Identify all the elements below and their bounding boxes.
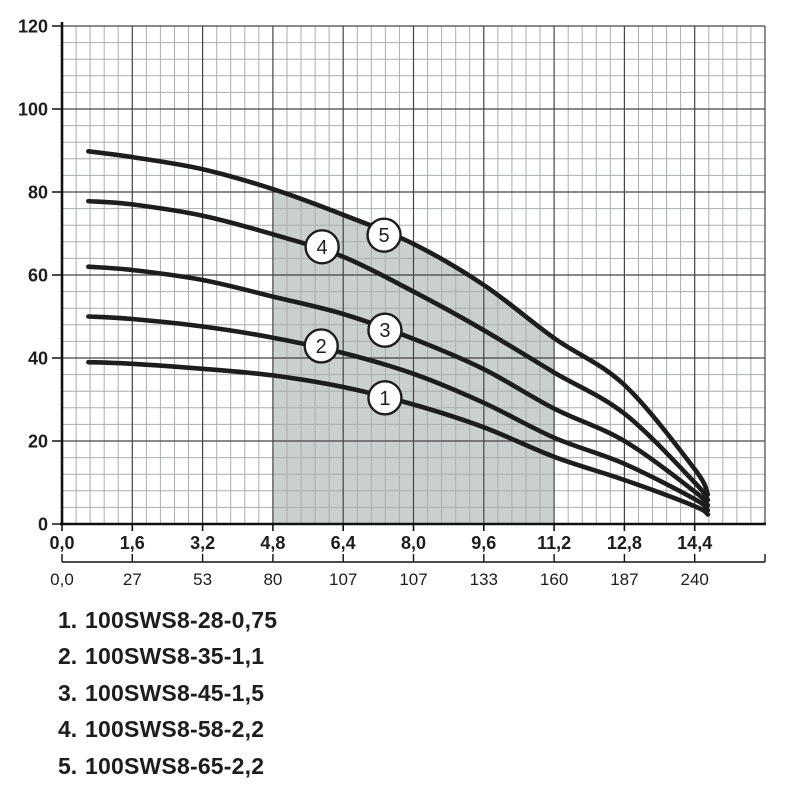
secondary-x-tick-label: 27 (122, 570, 142, 589)
legend-item (58, 716, 277, 752)
secondary-x-tick-label: 240 (680, 570, 709, 589)
x-axis-tick-label: 0,0 (49, 533, 75, 553)
x-axis-tick-label: 11,2 (537, 533, 572, 553)
x-axis-tick-label: 8,0 (400, 533, 427, 553)
legend-item-model: 100SWS8-45-1,5 (85, 679, 265, 706)
x-axis-tick-label: 3,2 (190, 533, 216, 553)
y-axis-tick-label: 60 (27, 265, 48, 286)
x-axis-tick-label: 6,4 (330, 533, 356, 553)
legend-item-number: 2. (58, 643, 78, 670)
curve-marker-label-1: 1 (379, 387, 391, 410)
legend-item-model: 100SWS8-35-1,1 (85, 643, 265, 670)
x-axis-tick-label: 12,8 (606, 533, 642, 553)
secondary-x-tick-label: 80 (263, 570, 283, 589)
legend-item (58, 753, 277, 789)
secondary-x-tick-label: 107 (329, 570, 358, 589)
curve-marker-label-4: 4 (316, 236, 328, 259)
x-axis-tick-label: 14,4 (677, 533, 713, 553)
legend-item-number: 3. (58, 679, 78, 706)
y-axis-tick-label: 100 (17, 99, 48, 120)
y-axis-tick-label: 0 (37, 514, 48, 535)
legend-item-number: 5. (58, 752, 78, 779)
secondary-x-tick-label: 53 (193, 570, 213, 589)
secondary-x-tick-label: 0,0 (50, 570, 74, 589)
legend-item (58, 680, 277, 716)
legend-item-number: 1. (58, 607, 78, 633)
curve-marker-label-2: 2 (315, 335, 327, 358)
legend-item-model: 100SWS8-65-2,2 (85, 752, 265, 779)
y-axis-tick-label: 80 (27, 182, 48, 203)
curve-marker-label-5: 5 (378, 225, 390, 248)
secondary-x-tick-label: 187 (610, 570, 639, 589)
y-axis-tick-label: 120 (17, 16, 48, 37)
legend-item-model: 100SWS8-58-2,2 (85, 716, 265, 743)
secondary-x-tick-label: 160 (539, 570, 569, 589)
secondary-x-tick-label: 107 (399, 570, 428, 589)
legend-item-number: 4. (58, 716, 78, 743)
x-axis-tick-label: 1,6 (119, 533, 145, 553)
y-axis-tick-label: 20 (27, 431, 48, 452)
curve-legend (58, 607, 277, 789)
legend-item-model: 100SWS8-28-0,75 (85, 607, 278, 633)
legend-item (58, 643, 277, 679)
legend-item (58, 607, 277, 643)
y-axis-tick-label: 40 (27, 348, 48, 369)
curve-marker-label-3: 3 (379, 320, 391, 343)
secondary-x-axis (62, 554, 765, 562)
x-axis-tick-label: 4,8 (260, 533, 286, 553)
x-axis-tick-label: 9,6 (471, 533, 497, 553)
secondary-x-tick-label: 133 (469, 570, 498, 589)
